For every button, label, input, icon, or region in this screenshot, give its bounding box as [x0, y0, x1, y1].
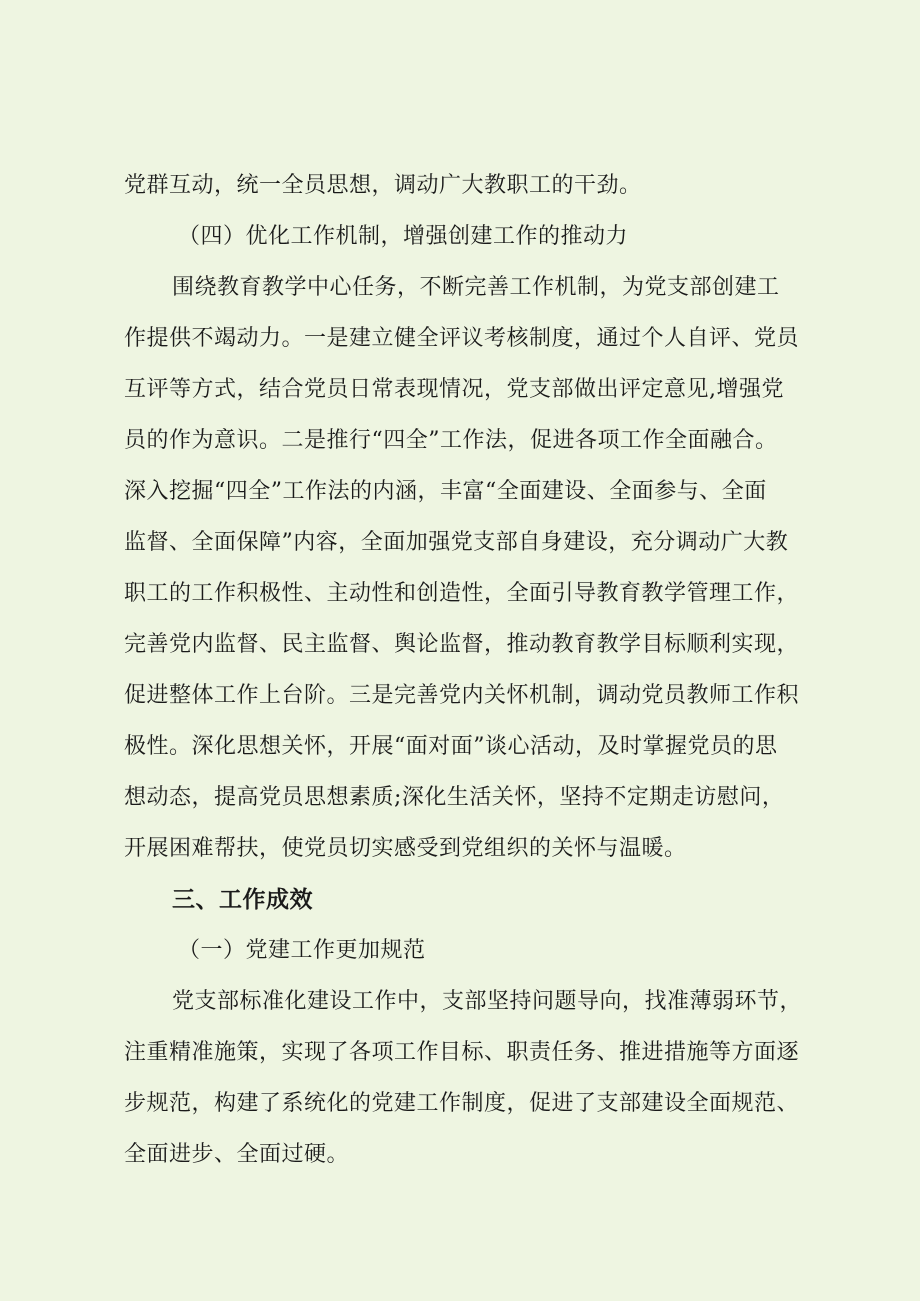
paragraph-line: 职工的工作积极性、主动性和创造性，全面引导教育教学管理工作， — [124, 581, 800, 606]
paragraph-line: 注重精准施策，实现了各项工作目标、职责任务、推进措施等方面逐 — [124, 1040, 800, 1065]
paragraph-line: 步规范，构建了系统化的党建工作制度，促进了支部建设全面规范、 — [124, 1091, 800, 1116]
paragraph-line: 完善党内监督、民主监督、舆论监督，推动教育教学目标顺利实现， — [124, 632, 800, 657]
paragraph-line: 监督、全面保障”内容，全面加强党支部自身建设，充分调动广大教 — [124, 530, 789, 555]
subsection-heading: （四）优化工作机制，增强创建工作的推动力 — [178, 224, 629, 249]
paragraph-line: 党支部标准化建设工作中，支部坚持问题导向，找准薄弱环节， — [172, 989, 803, 1014]
paragraph-line: 全面进步、全面过硬。 — [124, 1142, 350, 1167]
section-heading: 三、工作成效 — [172, 887, 313, 913]
paragraph-line: 开展困难帮扶，使党员切实感受到党组织的关怀与温暖。 — [124, 836, 687, 861]
paragraph-line: 作提供不竭动力。一是建立健全评议考核制度，通过个人自评、党员 — [124, 326, 800, 351]
paragraph-line: 想动态，提高党员思想素质;深化生活关怀，坚持不定期走访慰问， — [124, 785, 785, 810]
paragraph-line: 促进整体工作上台阶。三是完善党内关怀机制，调动党员教师工作积 — [124, 683, 800, 708]
paragraph-line: 员的作为意识。二是推行“四全”工作法，促进各项工作全面融合。 — [124, 428, 778, 453]
paragraph-line: 围绕教育教学中心任务，不断完善工作机制，为党支部创建工 — [172, 275, 780, 300]
subsection-heading: （一）党建工作更加规范 — [178, 938, 426, 963]
paragraph-line: 极性。深化思想关怀，开展“面对面”谈心活动，及时掌握党员的思 — [124, 734, 778, 759]
paragraph-line: 互评等方式，结合党员日常表现情况，党支部做出评定意见,增强党 — [124, 377, 784, 402]
paragraph-line: 党群互动，统一全员思想，调动广大教职工的干劲。 — [124, 173, 642, 198]
paragraph-line: 深入挖掘“四全”工作法的内涵，丰富“全面建设、全面参与、全面 — [124, 479, 767, 504]
